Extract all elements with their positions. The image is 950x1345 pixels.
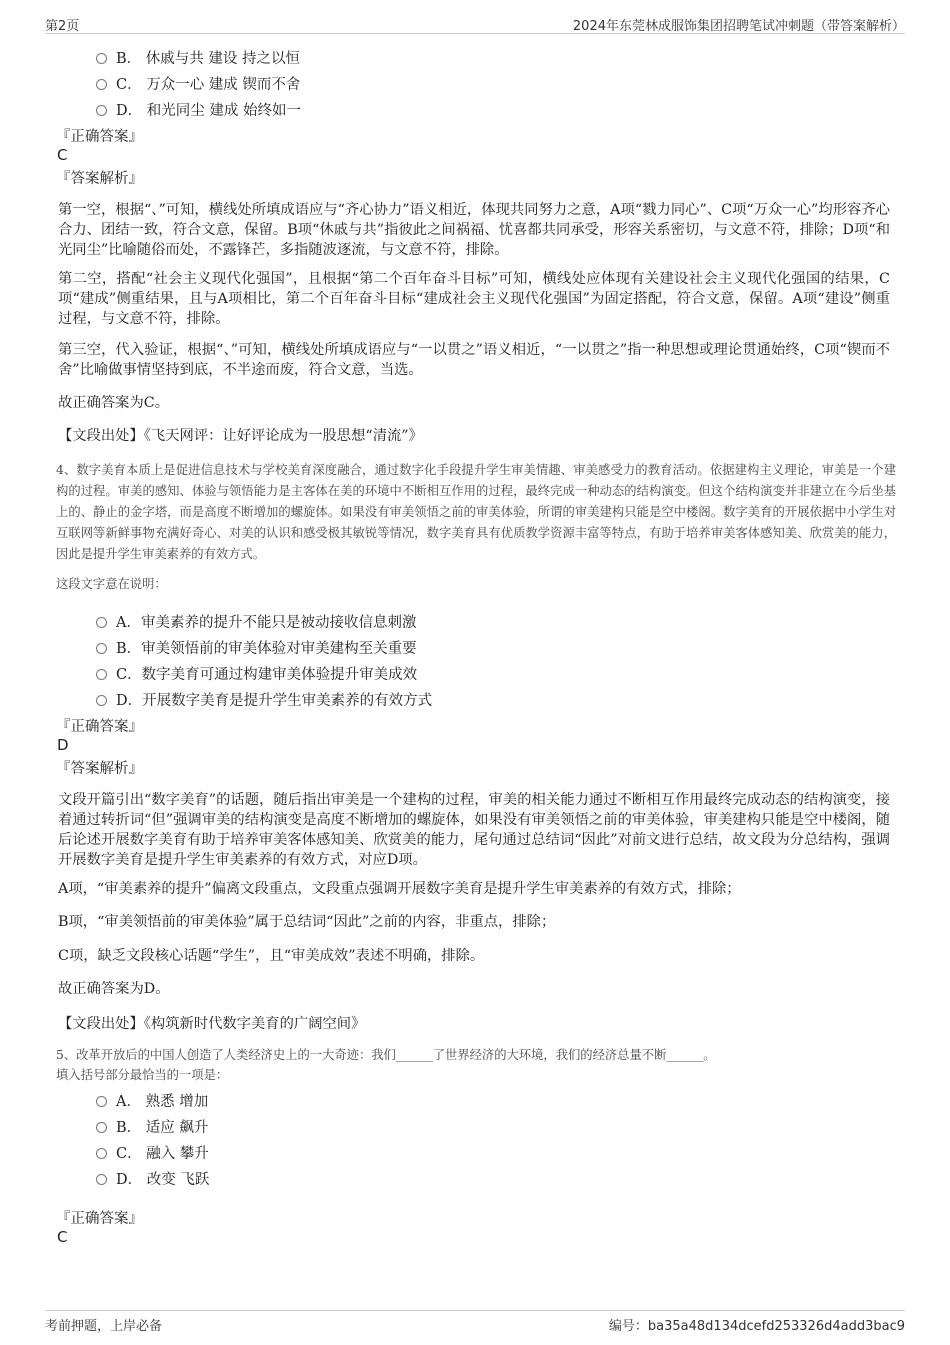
q5-option-c[interactable]: C． 融入 攀升 <box>96 1142 209 1163</box>
q3-option-c[interactable]: C． 万众一心 建成 锲而不舍 <box>96 73 300 94</box>
q5-answer-label: 『正确答案』 <box>56 1211 143 1227</box>
q3-analysis-para-3: 第三空，代入验证，根据“、”可知，横线处所填成语应与“一以贯之”语义相近，“一以贯之”指一种思想或理论贯通始终，C项“锲而不舍”比喻做事情坚持到底，不半途而废，符合文意，当选。 <box>58 342 890 378</box>
q4-analysis-label: 『答案解析』 <box>56 761 143 777</box>
q4-analysis-para-1: 文段开篇引出“数字美育”的话题，随后指出审美是一个建构的过程，审美的相关能力通过不断相互作用最终完成动态的结构演变，接着通过转折词“但”强调审美的结构演变是高度不断增加的螺旋体，如果没有审美领悟之前的审美体验，审美建构只能是空中楼阁，随后论述开展数字美育有助于培养审美客体感知美、欣赏美的能力，尾句通过总结词“因此”对前文进行总结，故文段为分总结构，强调开展数字美育是提升学生审美素养的有效方式，对应D项。 <box>58 792 890 868</box>
q4-analysis-option-a: A项，“审美素养的提升”偏离文段重点，文段重点强调开展数字美育是提升学生审美素养的有效方式，排除； <box>58 881 741 897</box>
q5-answer: C <box>57 1228 68 1246</box>
radio-icon[interactable] <box>96 695 107 706</box>
q4-option-a[interactable]: A．审美素养的提升不能只是被动接收信息刺激 <box>96 611 416 632</box>
q4-option-c[interactable]: C．数字美育可通过构建审美体验提升审美成效 <box>96 663 417 684</box>
radio-icon[interactable] <box>96 669 107 680</box>
document-title: 2024年东莞林成服饰集团招聘笔试冲刺题（带答案解析） <box>572 19 905 34</box>
q4-source: 【文段出处】《构筑新时代数字美育的广阔空间》 <box>58 1016 366 1032</box>
q3-analysis-label: 『答案解析』 <box>56 171 143 187</box>
page-footer <box>45 1310 905 1333</box>
q4-analysis-option-c: C项，缺乏文段核心话题“学生”，且“审美成效”表述不明确，排除。 <box>58 948 485 964</box>
radio-icon[interactable] <box>96 617 107 628</box>
q4-option-d[interactable]: D．开展数字美育是提升学生审美素养的有效方式 <box>96 689 432 710</box>
document-code <box>609 1315 905 1334</box>
q5-option-d[interactable]: D． 改变 飞跃 <box>96 1168 209 1189</box>
q3-answer-label: 『正确答案』 <box>56 129 143 145</box>
q5-prompt: 填入括号部分最恰当的一项是： <box>56 1068 229 1082</box>
code-value: ba35a48d134dcefd253326d4add3bac9 <box>647 1319 905 1334</box>
q4-answer: D <box>57 736 69 754</box>
q4-stem: 4、数字美育本质上是促进信息技术与学校美育深度融合，通过数字化手段提升学生审美情趣、审美感受力的教育活动。依据建构主义理论，审美是一个建构的过程。审美的感知、体验与领悟能力是主客体在美的环境中不断相互作用的过程，最终完成一种动态的结构演变。但这个结构演变并非建立在今后坐基上的、静止的金字塔，而是高度不断增加的螺旋体。如果没有审美领悟之前的审美体验，所谓的审美建构只能是空中楼阁。数字美育的开展依据中小学生对互联网等新鲜事物充满好奇心、对美的认识和感受极其敏锐等情况，数字美育具有优质教学资源丰富等特点，有助于培养审美客体感知美、欣赏美的能力，因此是提升学生审美素养的有效方式。 <box>56 463 896 561</box>
code-label: 编号： <box>608 1319 648 1334</box>
q4-analysis-option-b: B项，“审美领悟前的审美体验”属于总结词“因此”之前的内容，非重点，排除； <box>58 914 556 930</box>
q3-source: 【文段出处】《飞天网评：让好评论成为一股思想“清流”》 <box>58 428 423 444</box>
radio-icon[interactable] <box>96 1148 107 1159</box>
footer-slogan: 考前押题，上岸必备 <box>45 1319 163 1334</box>
q5-option-a[interactable]: A． 熟悉 增加 <box>96 1090 208 1111</box>
q3-conclusion: 故正确答案为C。 <box>58 395 170 411</box>
q3-answer: C <box>57 146 68 164</box>
radio-icon[interactable] <box>96 53 107 64</box>
radio-icon[interactable] <box>96 1122 107 1133</box>
page-header <box>45 13 905 34</box>
radio-icon[interactable] <box>96 105 107 116</box>
q3-option-d[interactable]: D． 和光同尘 建成 始终如一 <box>96 99 301 120</box>
q4-option-b[interactable]: B．审美领悟前的审美体验对审美建构至关重要 <box>96 637 417 658</box>
q4-answer-label: 『正确答案』 <box>56 719 143 735</box>
q4-prompt: 这段文字意在说明： <box>56 577 167 591</box>
q3-option-b[interactable]: B． 休戚与共 建设 持之以恒 <box>96 47 300 68</box>
radio-icon[interactable] <box>96 643 107 654</box>
q5-option-b[interactable]: B． 适应 飙升 <box>96 1116 208 1137</box>
radio-icon[interactable] <box>96 1096 107 1107</box>
q3-analysis-para-2: 第二空，搭配“社会主义现代化强国”，且根据“第二个百年奋斗目标”可知，横线处应体现有关建设社会主义现代化强国的结果，C项“建成”侧重结果，且与A项相比，第二个百年奋斗目标“建成社会主义现代化强国”为固定搭配，符合文意，保留。A项“建设”侧重过程，与文意不符，排除。 <box>58 271 890 327</box>
radio-icon[interactable] <box>96 1174 107 1185</box>
q3-analysis-para-1: 第一空，根据“、”可知，横线处所填成语应与“齐心协力”语义相近，体现共同努力之意，A项“戮力同心”、C项“万众一心”均形容齐心合力、团结一致，符合文意，保留。B项“休戚与共”指彼此之间祸福、忧喜都共同承受，形容关系密切，与文意不符，排除；D项“和光同尘”比喻随俗而处，不露锋芒，多指随波逐流，与文意不符，排除。 <box>58 202 890 258</box>
q5-stem: 5、改革开放后的中国人创造了人类经济史上的一大奇迹：我们______了世界经济的大环境，我们的经济总量不断______。 <box>56 1048 716 1062</box>
q4-conclusion: 故正确答案为D。 <box>58 981 170 997</box>
radio-icon[interactable] <box>96 79 107 90</box>
page-number: 第2页 <box>45 19 80 34</box>
